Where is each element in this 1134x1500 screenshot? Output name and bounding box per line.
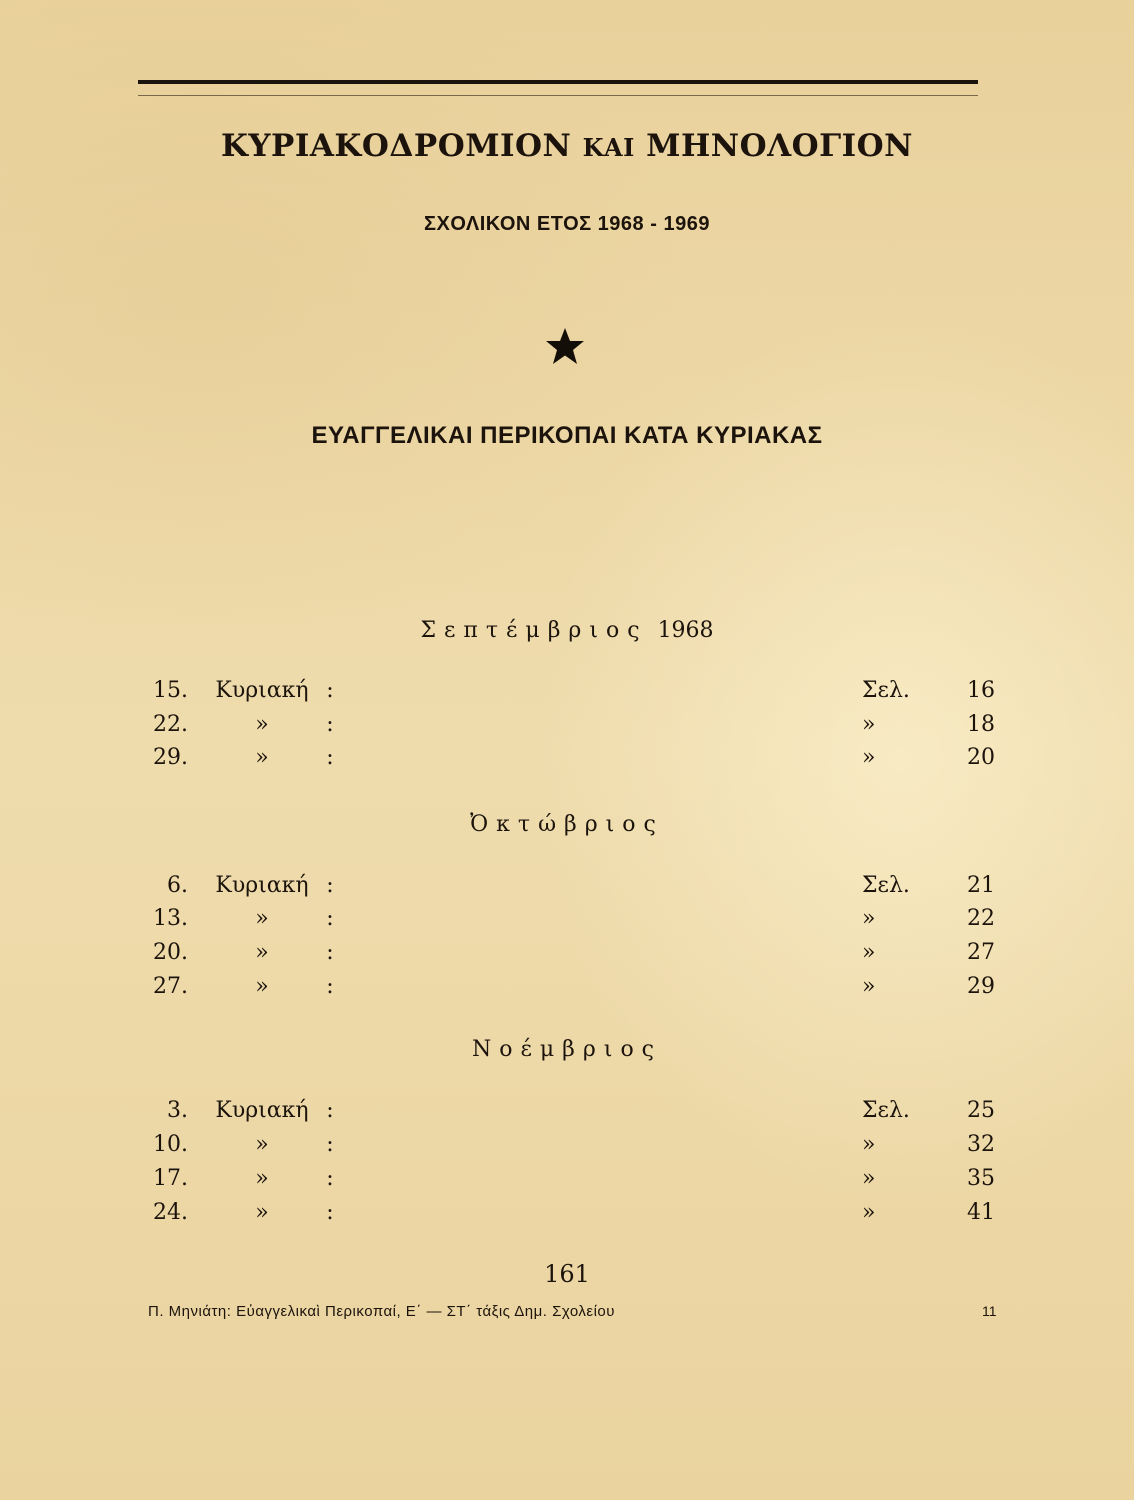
day-label: » xyxy=(255,712,269,737)
colon-separator: : xyxy=(326,1166,334,1191)
colon-separator: : xyxy=(326,906,334,931)
month-heading-september xyxy=(0,618,1134,643)
colon-separator: : xyxy=(326,873,334,898)
page-label: Σελ. xyxy=(862,873,910,898)
date-number: 6. xyxy=(167,873,188,898)
title-part3: ΜΗΝΟΛΟΓΙΟΝ xyxy=(634,128,914,164)
colon-separator: : xyxy=(326,974,334,999)
date-number: 20. xyxy=(153,940,188,965)
date-number: 17. xyxy=(153,1166,188,1191)
page-reference: 18 xyxy=(967,712,995,737)
table-row xyxy=(0,938,1134,968)
colon-separator: : xyxy=(326,678,334,703)
table-row xyxy=(0,710,1134,740)
day-label: » xyxy=(255,974,269,999)
colon-separator: : xyxy=(326,1200,334,1225)
day-label: » xyxy=(255,940,269,965)
page-label: » xyxy=(862,1166,876,1191)
table-row xyxy=(0,871,1134,901)
day-label: » xyxy=(255,1166,269,1191)
section-heading: ΕΥΑΓΓΕΛΙΚΑΙ ΠΕΡΙΚΟΠΑΙ ΚΑΤΑ ΚΥΡΙΑΚΑΣ xyxy=(311,422,823,449)
date-number: 13. xyxy=(153,906,188,931)
page-title xyxy=(0,128,1134,164)
page-label: » xyxy=(862,712,876,737)
page-reference: 16 xyxy=(967,678,995,703)
star-icon xyxy=(545,326,585,366)
month-name: Σεπτέμβριος xyxy=(420,618,648,643)
date-number: 29. xyxy=(153,745,188,770)
footer-signature-mark: 11 xyxy=(982,1303,997,1319)
day-label: » xyxy=(255,1132,269,1157)
month-heading-october xyxy=(0,812,1134,837)
day-label: Κυριακή xyxy=(215,678,309,703)
colon-separator: : xyxy=(326,1132,334,1157)
day-label: Κυριακή xyxy=(215,873,309,898)
month-heading-november xyxy=(0,1037,1134,1062)
page-label: » xyxy=(862,906,876,931)
page-reference: 32 xyxy=(967,1132,995,1157)
top-rule-thick xyxy=(138,80,978,84)
page-reference: 29 xyxy=(967,974,995,999)
date-number: 15. xyxy=(153,678,188,703)
footer-citation: Π. Μηνιάτη: Εὐαγγελικαὶ Περικοπαί, Ε΄ — ΣΤ΄ τάξις Δημ. Σχολείου xyxy=(148,1303,615,1320)
date-number: 3. xyxy=(167,1098,188,1123)
page-reference: 21 xyxy=(967,873,995,898)
page-reference: 20 xyxy=(967,745,995,770)
colon-separator: : xyxy=(326,940,334,965)
title-part2: ΚΑΙ xyxy=(582,133,635,162)
page-label: » xyxy=(862,745,876,770)
month-year: 1968 xyxy=(657,618,714,643)
table-row xyxy=(0,1164,1134,1194)
page-reference: 25 xyxy=(967,1098,995,1123)
page-label: » xyxy=(862,1132,876,1157)
page-reference: 22 xyxy=(967,906,995,931)
school-year-subtitle: ΣΧΟΛΙΚΟΝ ΕΤΟΣ 1968 - 1969 xyxy=(424,213,710,235)
table-row xyxy=(0,743,1134,773)
page-reference: 35 xyxy=(967,1166,995,1191)
colon-separator: : xyxy=(326,1098,334,1123)
date-number: 10. xyxy=(153,1132,188,1157)
table-row xyxy=(0,1130,1134,1160)
month-name: Νοέμβριος xyxy=(471,1037,663,1062)
day-label: » xyxy=(255,745,269,770)
day-label: » xyxy=(255,906,269,931)
table-row xyxy=(0,972,1134,1002)
day-label: » xyxy=(255,1200,269,1225)
title-part1: ΚΥΡΙΑΚΟΔΡΟΜΙΟΝ xyxy=(220,128,583,164)
date-number: 24. xyxy=(153,1200,188,1225)
page-label: Σελ. xyxy=(862,678,910,703)
page-label: » xyxy=(862,940,876,965)
top-rule-thin xyxy=(138,95,978,96)
month-name: Ὀκτώβριος xyxy=(470,812,664,837)
table-row xyxy=(0,1198,1134,1228)
colon-separator: : xyxy=(326,712,334,737)
table-row xyxy=(0,676,1134,706)
day-label: Κυριακή xyxy=(215,1098,309,1123)
page-reference: 27 xyxy=(967,940,995,965)
table-row xyxy=(0,904,1134,934)
page-reference: 41 xyxy=(967,1200,995,1225)
date-number: 27. xyxy=(153,974,188,999)
page-label: Σελ. xyxy=(862,1098,910,1123)
colon-separator: : xyxy=(326,745,334,770)
page-number: 161 xyxy=(544,1260,590,1288)
page-label: » xyxy=(862,974,876,999)
table-row xyxy=(0,1096,1134,1126)
date-number: 22. xyxy=(153,712,188,737)
page-label: » xyxy=(862,1200,876,1225)
